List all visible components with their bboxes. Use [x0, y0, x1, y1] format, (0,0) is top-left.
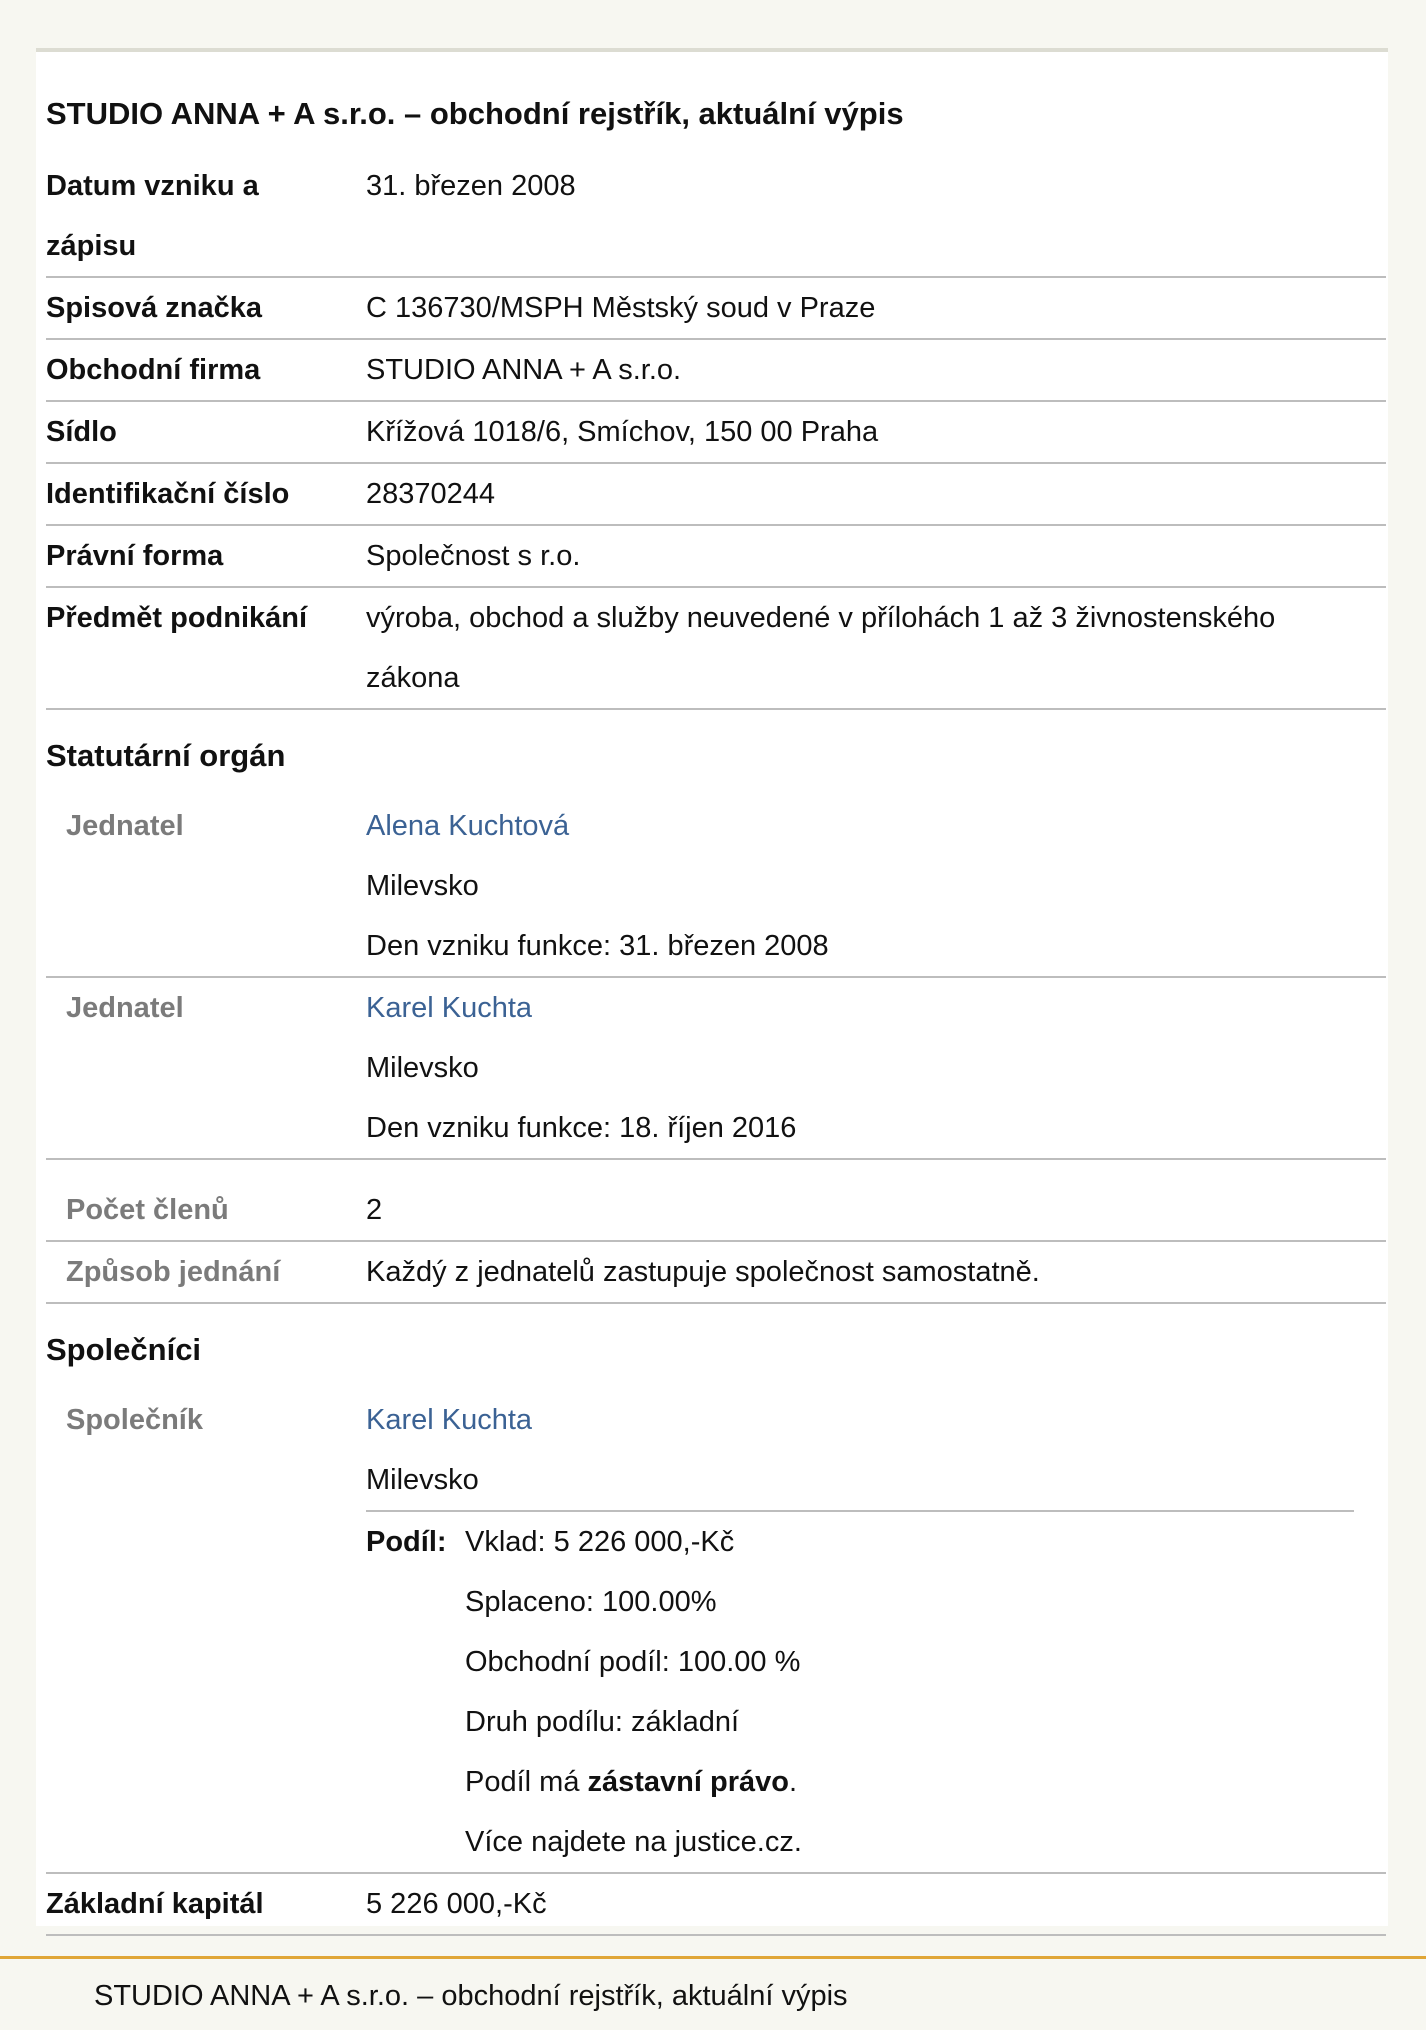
row-value: STUDIO ANNA + A s.r.o.	[366, 354, 682, 386]
row-label: Datum vzniku a zápisu	[46, 170, 259, 262]
row-value: C 136730/MSPH Městský soud v Praze	[366, 292, 876, 324]
person-city: Milevsko	[366, 1464, 479, 1496]
row-identifikacni-cislo	[46, 464, 1386, 526]
share-splaceno: Splaceno: 100.00%	[465, 1586, 717, 1618]
person-city: Milevsko	[366, 1052, 479, 1084]
row-value	[366, 1390, 1386, 1872]
row-label: Jednatel	[66, 810, 184, 842]
share-obchodni-podil: Obchodní podíl: 100.00 %	[465, 1646, 801, 1678]
row-label: Identifikační číslo	[46, 478, 290, 510]
row-pravni-forma	[46, 526, 1386, 588]
section-heading-spolecnici: Společníci	[46, 1332, 202, 1367]
row-zpusob-jednani	[46, 1242, 1386, 1304]
spacer	[46, 1160, 1386, 1180]
row-label: Jednatel	[66, 992, 184, 1024]
row-jednatel-2	[46, 978, 1386, 1160]
row-pocet-clenu	[46, 1180, 1386, 1242]
row-value: 2	[366, 1194, 383, 1226]
person-city: Milevsko	[366, 870, 479, 902]
section-heading-statutarni: Statutární orgán	[46, 738, 286, 773]
share-label: Podíl:	[366, 1526, 447, 1558]
share-more-info: Více najdete na justice.cz.	[465, 1826, 802, 1858]
share-block	[366, 1512, 1386, 1872]
row-value: 28370244	[366, 478, 496, 510]
share-zastava: Podíl má zástavní právo.	[465, 1766, 798, 1798]
person-link[interactable]: Alena Kuchtová	[366, 810, 570, 842]
row-value: Křížová 1018/6, Smíchov, 150 00 Praha	[366, 416, 879, 448]
row-obchodni-firma	[46, 340, 1386, 402]
row-label: Společník	[66, 1404, 203, 1436]
row-spolecnik	[46, 1390, 1386, 1874]
row-jednatel-1	[46, 796, 1386, 978]
row-value: 5 226 000,-Kč	[366, 1888, 547, 1920]
row-value: Každý z jednatelů zastupuje společnost samostatně.	[366, 1256, 1040, 1288]
row-label: Sídlo	[46, 416, 117, 448]
share-druh: Druh podílu: základní	[465, 1706, 740, 1738]
row-sidlo	[46, 402, 1386, 464]
row-label: Způsob jednání	[66, 1256, 281, 1288]
function-since: Den vzniku funkce: 31. březen 2008	[366, 930, 829, 962]
row-value	[366, 796, 1386, 976]
row-datum-vzniku	[46, 156, 1386, 278]
row-zakladni-kapital	[46, 1874, 1386, 1936]
person-link[interactable]: Karel Kuchta	[366, 1404, 533, 1436]
row-predmet-podnikani	[46, 588, 1386, 710]
row-label: Počet členů	[66, 1194, 229, 1226]
row-label: Základní kapitál	[46, 1888, 264, 1920]
row-label: Právní forma	[46, 540, 224, 572]
row-spisova-znacka	[46, 278, 1386, 340]
row-value: 31. březen 2008	[366, 170, 576, 202]
row-value: Společnost s r.o.	[366, 540, 581, 572]
footer-rule	[0, 1956, 1426, 1959]
row-value: výroba, obchod a služby neuvedené v přílohách 1 až 3 živnostenského zákona	[366, 602, 1276, 694]
row-label: Předmět podnikání	[46, 602, 308, 634]
row-label: Obchodní firma	[46, 354, 261, 386]
share-details	[465, 1512, 1386, 1872]
page-title: STUDIO ANNA + A s.r.o. – obchodní rejstřík, aktuální výpis	[46, 96, 904, 131]
function-since: Den vzniku funkce: 18. říjen 2016	[366, 1112, 797, 1144]
person-link[interactable]: Karel Kuchta	[366, 992, 533, 1024]
register-extract	[46, 52, 1386, 1936]
row-value	[366, 978, 1386, 1158]
share-vklad: Vklad: 5 226 000,-Kč	[465, 1526, 735, 1558]
footer-text: STUDIO ANNA + A s.r.o. – obchodní rejstřík, aktuální výpis	[94, 1980, 848, 2012]
row-label: Spisová značka	[46, 292, 262, 324]
